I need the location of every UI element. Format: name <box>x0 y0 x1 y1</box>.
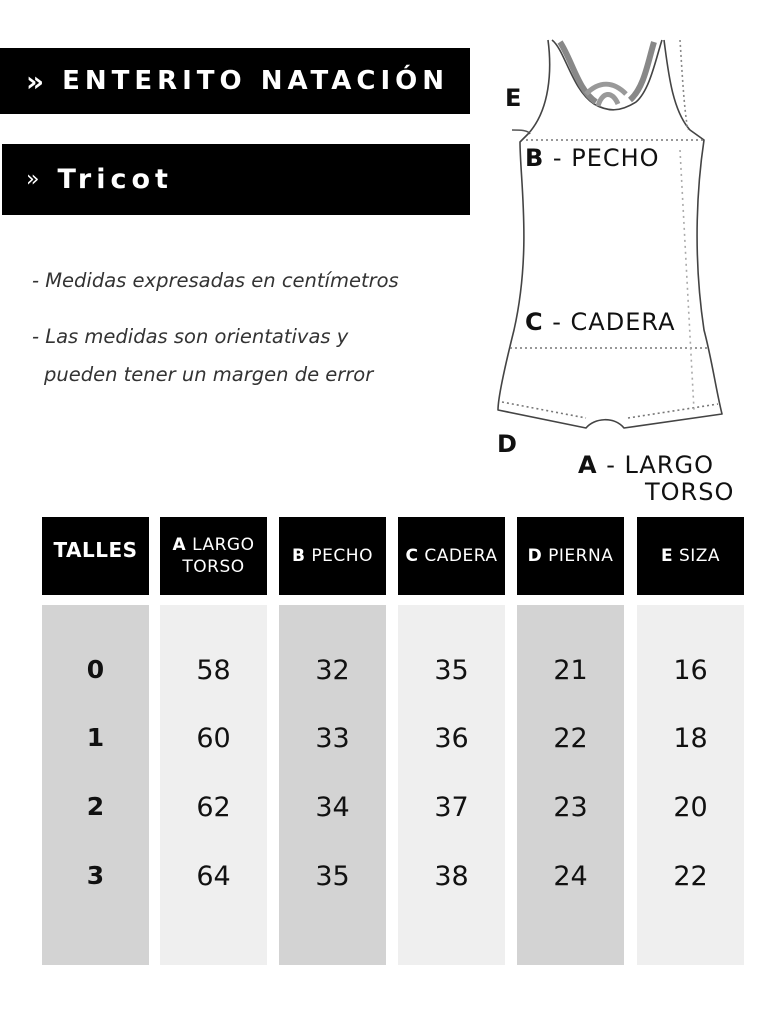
header-label: PIERNA <box>548 546 614 566</box>
header-letter: D <box>527 546 543 566</box>
note-disclaimer <box>32 318 452 394</box>
measure-cell: 16 <box>673 655 708 686</box>
column-header-text <box>661 545 720 567</box>
measure-cell: 35 <box>434 655 469 686</box>
size-label-cell: 2 <box>86 792 105 821</box>
measure-cell: 32 <box>315 655 350 686</box>
note-units: - Medidas expresadas en centímetros <box>32 269 399 292</box>
column-body <box>398 605 505 965</box>
size-label-cell: 1 <box>86 723 105 752</box>
diagram-label-e: E <box>505 84 523 112</box>
note-disclaimer-line2: pueden tener un margen de error <box>44 363 374 386</box>
column-header <box>398 517 505 595</box>
garment-outline <box>498 40 722 428</box>
header-letter: A <box>172 535 187 555</box>
subtitle-banner <box>2 144 470 215</box>
measure-cell: 38 <box>434 861 469 892</box>
header-label-line2: TORSO <box>182 557 245 577</box>
measure-cell: 20 <box>673 792 708 823</box>
column-body <box>517 605 624 965</box>
measure-cell: 62 <box>196 792 231 823</box>
measure-cell: 22 <box>553 723 588 754</box>
column-header-text <box>53 539 137 563</box>
size-label-cell: 3 <box>86 861 105 890</box>
size-label-cell: 0 <box>86 655 105 684</box>
diagram-label-hip: C - CADERA <box>525 308 676 336</box>
page-title: ENTERITO NATACIÓN <box>62 66 450 96</box>
measure-cell: 64 <box>196 861 231 892</box>
measure-cell: 23 <box>553 792 588 823</box>
column-header <box>279 517 386 595</box>
column-header <box>637 517 744 595</box>
column-header-text <box>528 545 614 567</box>
header-letter: B <box>292 546 306 566</box>
measure-cell: 35 <box>315 861 350 892</box>
column-body <box>637 605 744 965</box>
column-body <box>42 605 149 965</box>
header-letter: E <box>660 546 674 566</box>
header-label: PECHO <box>311 546 373 566</box>
page-subtitle: Tricot <box>57 164 173 195</box>
measure-cell: 22 <box>673 861 708 892</box>
column-header <box>42 517 149 595</box>
header-label: SIZA <box>678 546 721 566</box>
measure-cell: 36 <box>434 723 469 754</box>
column-header-text <box>292 545 373 567</box>
diagram-label-torso: A - LARGO TORSO <box>578 451 735 506</box>
diagram-label-d: D <box>497 430 518 458</box>
header-letter: C <box>405 546 419 566</box>
chevron-icon: » <box>26 64 45 98</box>
chevron-icon: » <box>26 167 40 192</box>
header-label: LARGO <box>192 535 255 555</box>
measure-cell: 21 <box>553 655 588 686</box>
measure-cell: 33 <box>315 723 350 754</box>
column-body <box>160 605 267 965</box>
measure-cell: 58 <box>196 655 231 686</box>
measure-cell: 60 <box>196 723 231 754</box>
title-banner <box>0 48 470 114</box>
swimsuit-diagram <box>490 30 760 510</box>
column-header <box>517 517 624 595</box>
header-talles: TALLES <box>53 538 138 562</box>
diagram-label-chest: B - PECHO <box>525 144 660 172</box>
measure-cell: 37 <box>434 792 469 823</box>
column-header-text <box>173 534 255 578</box>
header-label: CADERA <box>424 546 498 566</box>
column-header <box>160 517 267 595</box>
note-disclaimer-line1: - Las medidas son orientativas y <box>32 325 349 348</box>
measure-cell: 18 <box>673 723 708 754</box>
measure-cell: 34 <box>315 792 350 823</box>
column-header-text <box>406 545 498 567</box>
measure-cell: 24 <box>553 861 588 892</box>
column-body <box>279 605 386 965</box>
